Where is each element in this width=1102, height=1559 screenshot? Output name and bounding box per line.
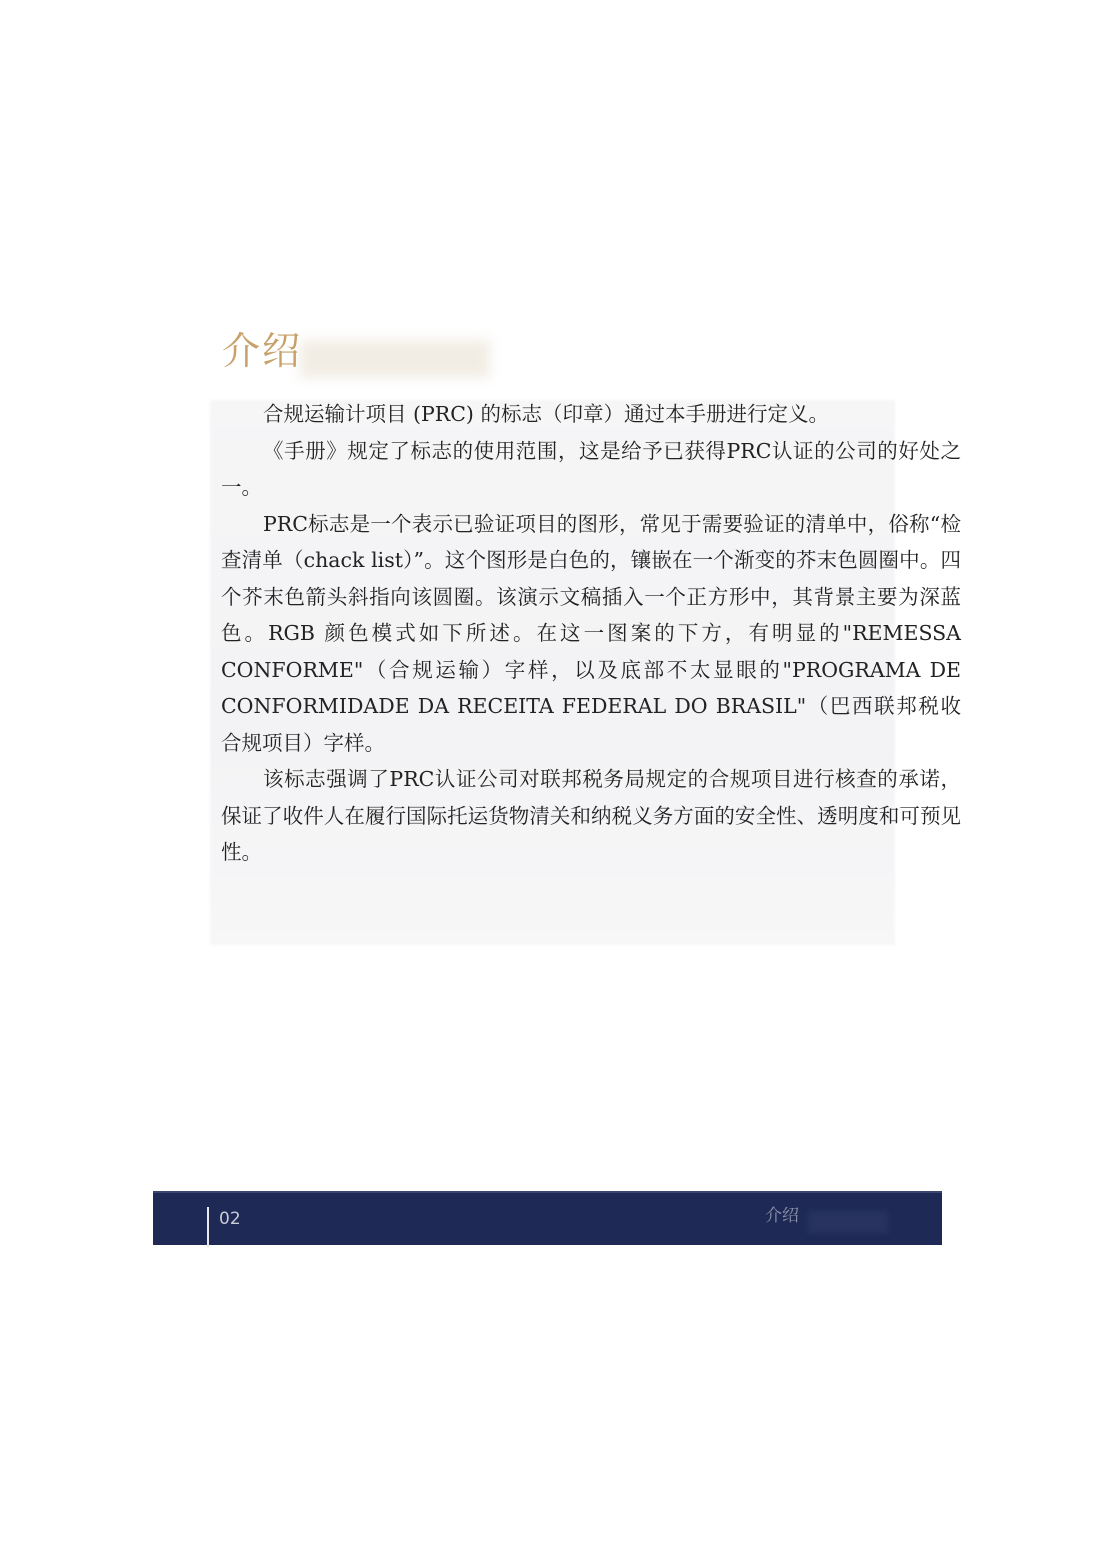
paragraph-1: 合规运输计项目 (PRC) 的标志（印章）通过本手册进行定义。 <box>263 402 829 426</box>
faded-footer-heading <box>808 1211 888 1233</box>
page-title: 介绍 <box>222 329 303 373</box>
paragraph-4: 该标志强调了PRC认证公司对联邦税务局规定的合规项目进行核查的承诺，保证了收件人在履行国际托运货物清关和纳税义务方面的安全性、透明度和可预见性。 <box>221 767 961 864</box>
page-number: 02 <box>219 1209 241 1229</box>
faded-background-heading <box>300 340 490 378</box>
footer-bar <box>153 1191 942 1245</box>
paragraph-2: 《手册》规定了标志的使用范围，这是给予已获得PRC认证的公司的好处之一。 <box>221 438 961 499</box>
paragraph-3: PRC标志是一个表示已验证项目的图形，常见于需要验证的清单中，俗称“检查清单（chack list）”。这个图形是白色的，镶嵌在一个渐变的芥末色圆圈中。四个芥末色箭头斜指向该圆圈。该演示文稿插入一个正方形中，其背景主要为深蓝色。RGB 颜色模式如下所述。在这一图案的下方，有明显的"REMESSA CONFORME"（合规运输）字样，以及底部不太显眼的"PROGRAMA DE CONFORMIDADE DA RECEITA FEDERAL DO BRASIL"（巴西联邦税收合规项目）字样。 <box>221 511 961 755</box>
footer-section-title: 介绍 <box>765 1206 799 1226</box>
footer-divider <box>207 1207 209 1247</box>
body-text <box>221 396 961 871</box>
